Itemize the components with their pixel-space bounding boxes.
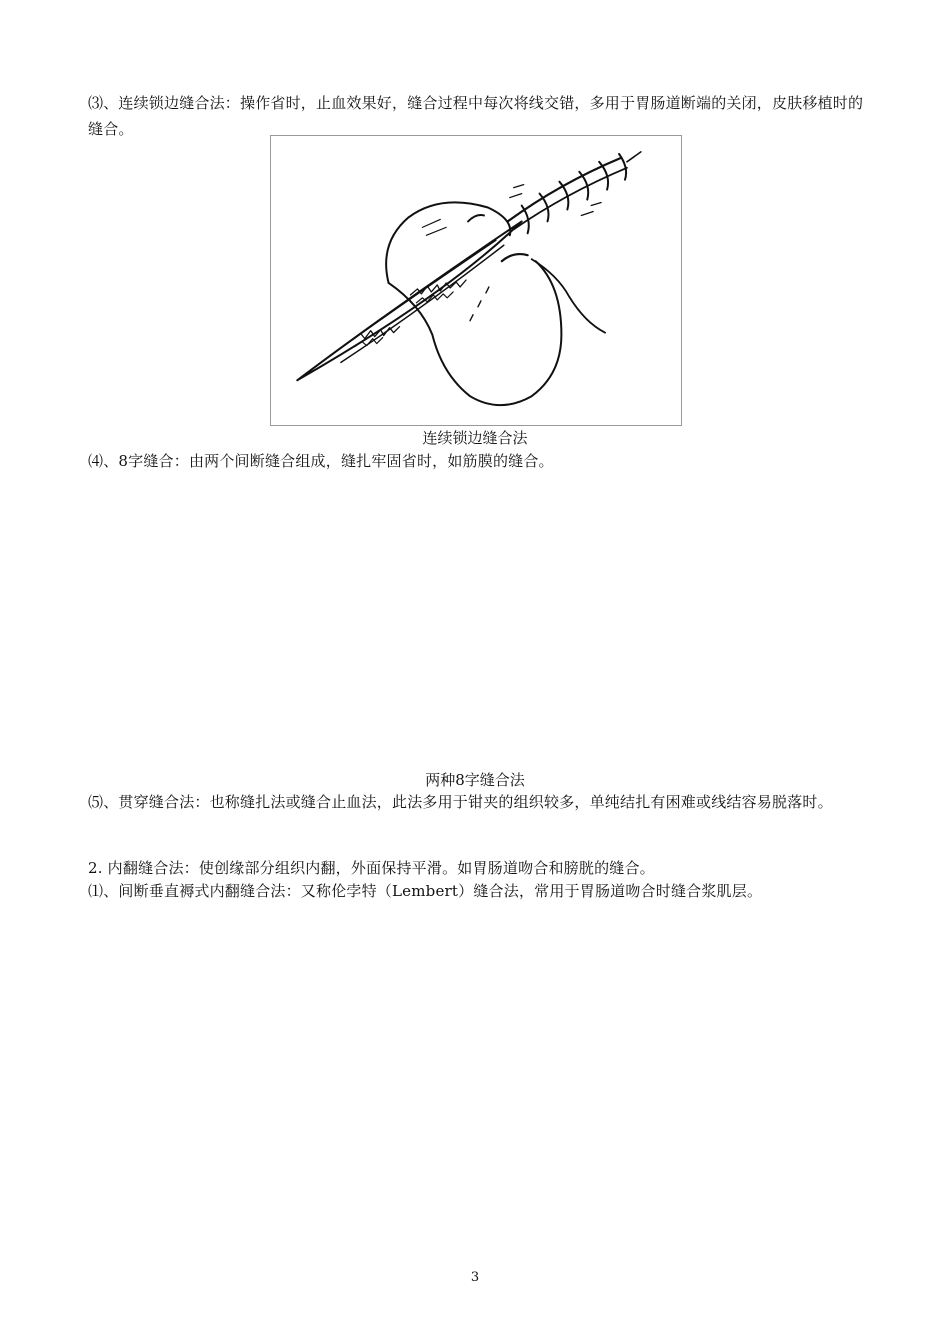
page-number: 3 xyxy=(470,1270,480,1285)
paragraph-continuous-lock-suture: ⑶、连续锁边缝合法：操作省时，止血效果好，缝合过程中每次将线交错，多用于胃肠道断端的关闭，皮肤移植时的缝合。 xyxy=(88,94,864,138)
paragraph-lembert-suture: ⑴、间断垂直褥式内翻缝合法：又称伦孛特（Lembert）缝合法，常用于胃肠道吻合时缝合浆肌层。 xyxy=(88,882,763,900)
figure-caption-figure-eight: 两种8字缝合法 xyxy=(425,771,525,789)
section-inverting-suture: 2. 内翻缝合法：使创缘部分组织内翻，外面保持平滑。如胃肠道吻合和膀胱的缝合。 xyxy=(88,859,655,877)
paragraph-transfixion-suture: ⑸、贯穿缝合法：也称缝扎法或缝合止血法，此法多用于钳夹的组织较多，单纯结扎有困难或线结容易脱落时。 xyxy=(88,793,833,811)
figure-continuous-lock-suture xyxy=(270,135,682,426)
figure-caption-continuous-lock: 连续锁边缝合法 xyxy=(422,429,528,447)
paragraph-figure-eight-suture: ⑷、8字缝合：由两个间断缝合组成，缝扎牢固省时，如筋膜的缝合。 xyxy=(88,452,554,470)
suture-illustration xyxy=(271,136,681,425)
